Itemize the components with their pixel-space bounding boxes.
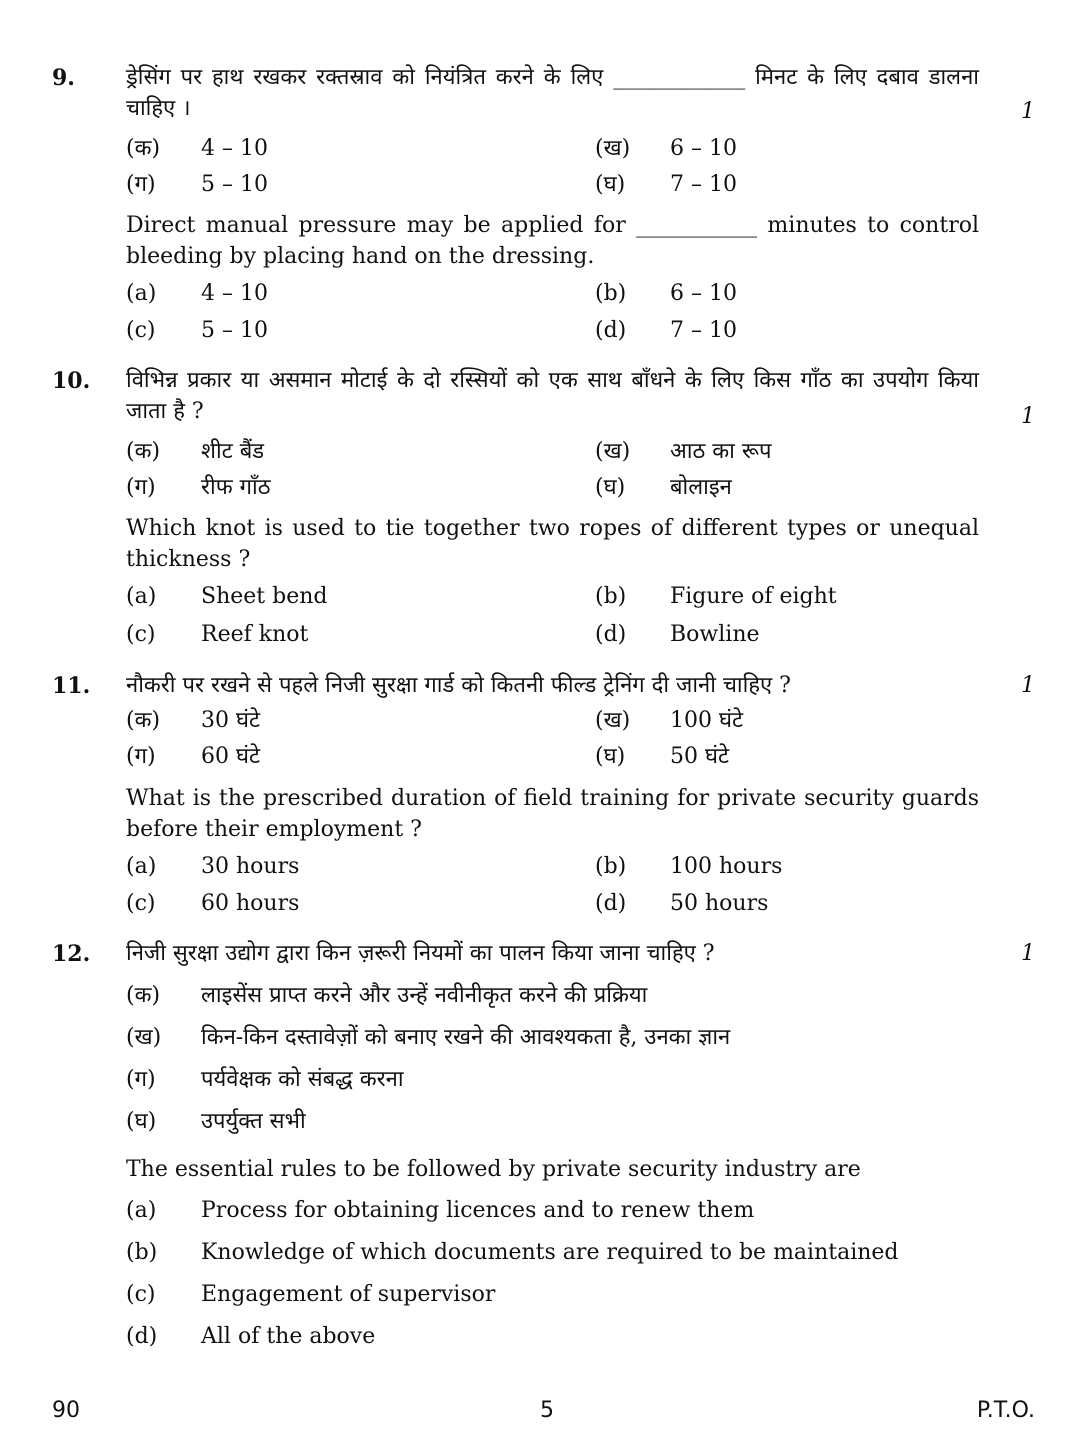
english-option: (b) 6 – 10 [595, 281, 737, 306]
english-stem: Direct manual pressure may be applied for ___________ minutes to control bleeding by placing hand on the dressing. [126, 213, 979, 269]
english-option: (a) Sheet bend [126, 584, 328, 609]
hindi-option: (ग) पर्यवेक्षक को संबद्ध करना [126, 1067, 404, 1092]
question-number: 9. [52, 65, 75, 91]
subject-code: 90 [52, 1398, 80, 1423]
question-number: 10. [52, 368, 91, 394]
question-marks: 1 [1021, 404, 1035, 429]
hindi-option: (ग) 60 घंटे [126, 744, 261, 769]
hindi-option: (ख) किन-किन दस्तावेज़ों को बनाए रखने की आवश्यकता है, उनका ज्ञान [126, 1025, 731, 1050]
page-number: 5 [540, 1398, 554, 1423]
question-marks: 1 [1021, 99, 1035, 124]
english-option: (d) 50 hours [595, 891, 769, 916]
hindi-option: (क) शीट बैंड [126, 439, 265, 464]
english-option: (c) 5 – 10 [126, 318, 268, 343]
pto-label: P.T.O. [976, 1398, 1035, 1423]
hindi-stem: नौकरी पर रखने से पहले निजी सुरक्षा गार्ड को कितनी फील्ड ट्रेनिंग दी जानी चाहिए ? [126, 673, 791, 698]
english-stem: Which knot is used to tie together two ropes of different types or unequal thickness ? [126, 516, 979, 572]
english-option: (b) Figure of eight [595, 584, 837, 609]
english-option: (b) Knowledge of which documents are required to be maintained [126, 1240, 899, 1265]
english-option: (a) 30 hours [126, 854, 300, 879]
hindi-option: (क) 4 – 10 [126, 136, 268, 161]
hindi-option: (घ) 7 – 10 [595, 172, 737, 197]
english-option: (a) 4 – 10 [126, 281, 268, 306]
hindi-stem: ड्रेसिंग पर हाथ रखकर रक्तस्राव को नियंत्रित करने के लिए ____________ मिनट के लिए दबाव डालना चाहिए । [126, 65, 979, 121]
hindi-option: (क) 30 घंटे [126, 708, 261, 733]
hindi-option: (ख) आठ का रूप [595, 439, 772, 464]
english-option: (b) 100 hours [595, 854, 783, 879]
question-marks: 1 [1021, 673, 1035, 698]
english-option: (c) Reef knot [126, 622, 309, 647]
english-option: (d) All of the above [126, 1324, 376, 1349]
english-option: (d) 7 – 10 [595, 318, 737, 343]
english-stem: What is the prescribed duration of field training for private security guards before their employment ? [126, 786, 979, 842]
question-number: 12. [52, 941, 91, 967]
question-marks: 1 [1021, 941, 1035, 966]
hindi-option: (ख) 6 – 10 [595, 136, 737, 161]
english-option: (c) 60 hours [126, 891, 300, 916]
hindi-stem: विभिन्न प्रकार या असमान मोटाई के दो रस्सियों को एक साथ बाँधने के लिए किस गाँठ का उपयोग किया जाता है ? [126, 368, 979, 424]
hindi-stem: निजी सुरक्षा उद्योग द्वारा किन ज़रूरी नियमों का पालन किया जाना चाहिए ? [126, 941, 715, 966]
hindi-option: (क) लाइसेंस प्राप्त करने और उन्हें नवीनीकृत करने की प्रक्रिया [126, 983, 648, 1008]
hindi-option: (ग) 5 – 10 [126, 172, 268, 197]
english-option: (c) Engagement of supervisor [126, 1282, 496, 1307]
hindi-option: (घ) उपर्युक्त सभी [126, 1109, 306, 1134]
hindi-option: (घ) 50 घंटे [595, 744, 730, 769]
hindi-option: (ख) 100 घंटे [595, 708, 744, 733]
english-option: (d) Bowline [595, 622, 760, 647]
hindi-option: (ग) रीफ गाँठ [126, 475, 271, 500]
hindi-option: (घ) बोलाइन [595, 475, 732, 500]
english-stem: The essential rules to be followed by private security industry are [126, 1157, 861, 1182]
english-option: (a) Process for obtaining licences and to renew them [126, 1198, 755, 1223]
question-number: 11. [52, 673, 91, 699]
